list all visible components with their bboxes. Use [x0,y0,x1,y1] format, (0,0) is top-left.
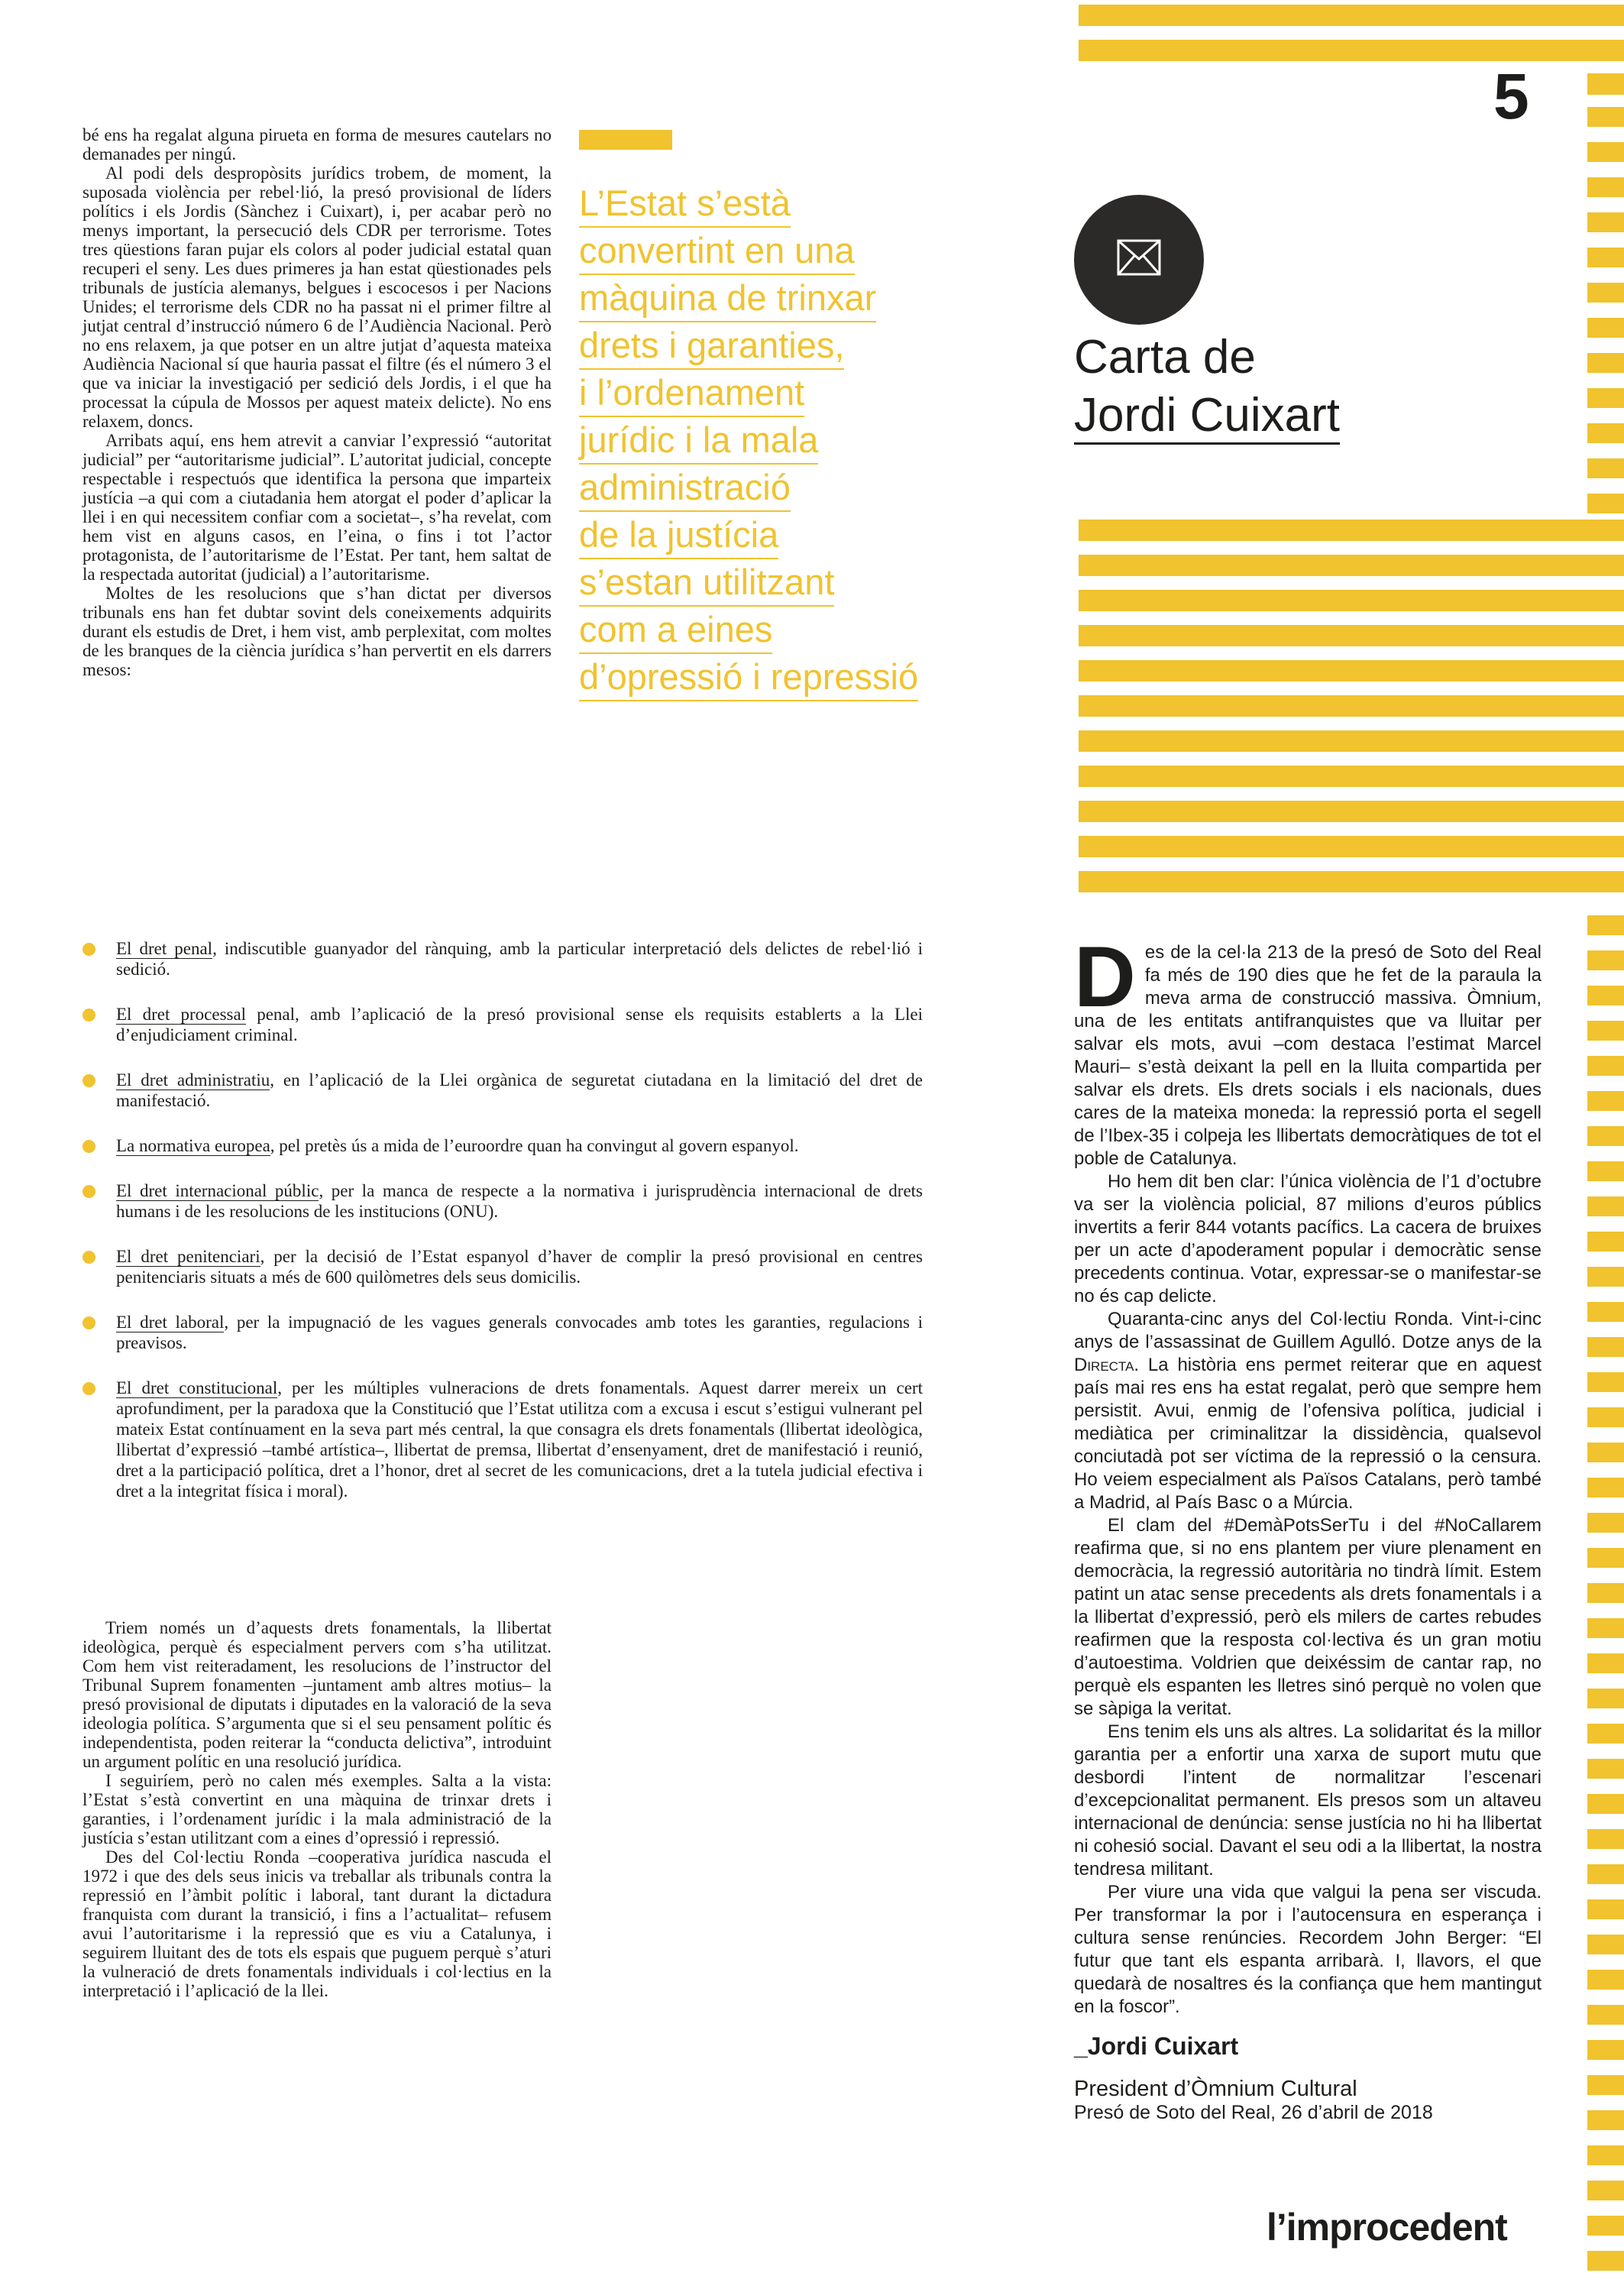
paragraph: bé ens ha regalat alguna pirueta en forma de mesures cautelars no demanades per ningú. [82,125,552,164]
list-item-text: , per la impugnació de les vagues generals convocades amb totes les garanties, regulacions i preavisos. [116,1313,923,1352]
edge-stripe [1587,212,1624,232]
signature-name: _Jordi Cuixart [1074,2032,1239,2060]
edge-stripe [1587,1689,1624,1708]
list-item-term: El dret penal [116,939,213,958]
edge-stripe [1587,1970,1624,1990]
list-item [82,1378,923,1501]
article-column-bottom-left [82,1618,552,2000]
edge-stripe [1587,318,1624,338]
pullquote-line: convertint en una [579,228,855,275]
edge-stripe [1587,986,1624,1005]
edge-stripe [1587,1724,1624,1744]
pullquote-line: i l’ordenament [579,370,804,417]
publication-name: Directa [1074,1355,1134,1375]
top-stripe [1079,5,1624,26]
paragraph: Per viure una vida que valgui la pena ser viscuda. Per transformar la por i l’autocensura en esperança i cultura sense renúncies. Recordem John Berger: “El futur que tant els espanta arribarà. I, llavors, el que quedarà de nosaltres és la confiança que hem mantingut en la foscor”. [1074,1882,1542,2017]
edge-stripe [1587,2216,1624,2236]
paragraph [1074,929,1542,1171]
edge-stripe [1587,107,1624,127]
paragraph-text: es de la cel·la 213 de la presó de Soto del Real fa més de 190 dies que he fet de la paraula la meva arma de construcció massiva. Òmnium, una de les entitats antifranquistes que va lluitar per salvar els mots, avui –com destaca l’estimat Marcel Mauri– s’està deixant la pell en la lluita compartida per salvar els drets. Els drets socials i els nacionals, dues cares de la mateixa moneda: la repressió porta el segell de l’Ibex-35 i colpeja les llibertats democràtiques de tot el poble de Catalunya. [1074,942,1542,1169]
edge-stripe [1587,283,1624,303]
top-stripe [1079,730,1624,752]
edge-stripe [1587,2005,1624,2025]
list-item-text: , pel pretès ús a mida de l’euroordre quan ha convingut al govern espanyol. [270,1136,799,1155]
pullquote-line: administració [579,465,791,512]
top-stripe [1079,555,1624,576]
paragraph: Arribats aquí, ens hem atrevit a canviar l’expressió “autoritat judicial” per “autoritarisme judicial”. L’autoritat judicial, concepte respectable i respectuós que identifica la persona que imparteix justícia –a qui com a ciutadania hem atorgat el poder d’aplicar la llei i en qui necessitem confiar com a societat–, s’ha revelat, com hem vist en alguns casos, en l’eina, o fins i tot l’actor protagonista, de l’autoritarisme de l’Estat. Per tant, hem saltat de la respectada autoritat (judicial) a l’autoritarisme. [82,431,552,584]
edge-stripe [1587,177,1624,197]
edge-stripe [1587,2181,1624,2200]
edge-stripe [1587,2110,1624,2130]
edge-stripe [1587,1443,1624,1462]
paragraph [1074,1308,1542,1514]
pullquote-bar [579,130,672,150]
bullet-dot [82,1251,95,1264]
bullet-dot [82,1185,95,1198]
top-stripe [1079,40,1624,61]
top-stripe [1079,520,1624,541]
edge-stripe [1587,1056,1624,1076]
list-item [82,1246,923,1287]
paragraph: Des del Col·lectiu Ronda –cooperativa jurídica nascuda el 1972 i que des dels seus inicis va treballar als tribunals contra la repressió en l’àmbit polític i laboral, tant durant la dictadura franquista com durant la transició, i fins a l’actualitat– refusem avui l’autoritarisme i la repressió que es viu a Catalunya, i seguirem lluitant des de tots els espais que puguem perquè s’aturi la vulneració de drets fonamentals individuals i col·lectius en la interpretació i l’aplicació de la llei. [82,1847,552,2000]
paragraph: El clam del #DemàPotsSerTu i del #NoCallarem reafirma que, si no ens plantem per viure plenament en democràcia, la regressió autoritària no tindrà límit. Estem patint un atac sense precedents als drets fonamentals i a la llibertat d’expressió, però els milers de cartes rebudes reafirmen que la resposta col·lectiva és un gran motiu d’autoestima. Voldrien que deixéssim de cantar rap, no perquè els espanten les lletres sinó perquè no volen que se sàpiga la veritat. [1074,1515,1542,1719]
paragraph: Triem només un d’aquests drets fonamentals, la llibertat ideològica, perquè és especialment pervers com s’ha utilitzat. Com hem vist reiteradament, les resolucions de l’instructor del Tribunal Suprem fonamenten –juntament amb altres motius– la presó provisional de diputats i diputades en la valoració de la seva ideologia política. S’argumenta que si el seu pensament polític és independentista, poden reiterar la “conducta delictiva”, introduint un argument polític en una resolució jurídica. [82,1618,552,1771]
paragraph: Moltes de les resolucions que s’han dictat per diversos tribunals ens han fet dubtar sovint dels coneixements adquirits durant els estudis de Dret, i hem vist, amb perplexitat, com moltes de les branques de la ciència jurídica s’han pervertit en els darrers mesos: [82,584,552,679]
list-item-term: El dret constitucional [116,1378,278,1397]
edge-stripe [1587,1653,1624,1673]
list-item-text: , per la manca de respecte a la normativa i jurisprudència internacional de drets humans i de les resolucions de les institucions (ONU). [116,1181,923,1221]
edge-stripe [1587,248,1624,267]
paragraph-text: . La història ens permet reiterar que en aquest país mai res ens ha estat regalat, però que sempre hem persistit. Avui, enmig de l’ofensiva política, judicial i mediàtica per criminalitzar la dissidència, qualsevol conciutadà pot ser víctima de la repressió o la censura. Ho veiem especialment als Països Catalans, però també a Madrid, al País Basc o a Múrcia. [1074,1355,1542,1513]
edge-stripe [1587,1759,1624,1779]
top-stripe [1079,766,1624,787]
edge-stripe [1587,1583,1624,1603]
edge-stripe [1587,1829,1624,1849]
edge-stripe [1587,2075,1624,2095]
list-item [82,1004,923,1045]
pullquote-line: jurídic i la mala [579,417,818,465]
paragraph: Ho hem dit ben clar: l’única violència de l’1 d’octubre va ser la violència policial, 87 milions d’euros públics invertits a ferir 844 votants pacífics. La cacera de bruixes per un acte d’apoderament popular i democràtic sense precedents continua. Votar, expressar-se o manifestar-se no és cap delicte. [1074,1171,1542,1307]
list-item-term: La normativa europea [116,1136,270,1155]
list-item [82,938,923,979]
list-item-term: El dret laboral [116,1313,225,1332]
top-stripe [1079,590,1624,611]
edge-stripe [1587,1548,1624,1568]
edge-stripe [1587,2251,1624,2271]
pullquote-line: drets i garanties, [579,322,844,370]
top-stripe [1079,801,1624,822]
top-stripe [1079,871,1624,892]
drop-cap: D [1074,929,1136,1025]
letter-body [1074,929,1542,2019]
letter-title [1074,329,1502,445]
edge-stripe [1587,142,1624,162]
top-stripe [1587,73,1624,95]
bullet-dot [82,1382,95,1395]
edge-stripe [1587,1513,1624,1533]
edge-stripe [1587,423,1624,443]
edge-stripe [1587,1126,1624,1146]
paragraph: Al podi dels despropòsits jurídics trobem, de moment, la suposada violència per rebel·lió, la presó provisional de líders polítics i els Jordis (Sànchez i Cuixart), i, per acabar però no menys important, la persecució dels CDR per terrorisme. Totes tres qüestions faran pujar els colors al poder judicial estatal quan recuperi el seny. Les dues primeres ja han estat qüestionades pels tribunals de justícia alemanys, belgues i escocesos i per Nacions Unides; el terrorisme dels CDR no ha passat ni el primer filtre al jutjat central d’instrucció número 6 de l’Audiència Nacional. Però no ens relaxem, ja que potser en un altre jutjat d’aquesta mateixa Audiència Nacional sí que hauria passat el filtre (és el número 3 el que va iniciar la investigació per sedició dels Jordis, i el que ha processat la cúpula de Mossos per aquest mateix delicte). No ens relaxem, doncs. [82,164,552,431]
list-item-term: El dret processal [116,1005,247,1024]
bullet-dot [82,1074,95,1087]
letter-title-name: Jordi Cuixart [1074,389,1340,445]
pullquote-line: s’estan utilitzant [579,559,834,607]
page-number: 5 [1493,60,1529,132]
bullet-dot [82,1316,95,1329]
paragraph: I seguiríem, però no calen més exemples. Salta a la vista: l’Estat s’està convertint en una màquina de trinxar drets i garanties, i l’ordenament jurídic i la mala administració de la justícia s’estan utilitzant com a eines d’opressió i repressió. [82,1771,552,1847]
list-item-term: El dret internacional públic [116,1181,319,1200]
pullquote-line: màquina de trinxar [579,275,876,322]
publication-logo: l’improcedent [1267,2206,1507,2249]
list-item [82,1135,923,1156]
edge-stripe [1587,2145,1624,2165]
list-item-text: , indiscutible guanyador del rànquing, amb la particular interpretació dels delictes de rebel·lió i sedició. [116,939,923,979]
edge-stripe [1587,1161,1624,1181]
edge-stripe [1587,353,1624,373]
list-item [82,1312,923,1353]
list-item [82,1180,923,1222]
edge-stripe [1587,1232,1624,1251]
list-item-text: , per les múltiples vulneracions de drets fonamentals. Aquest darrer mereix un cert aprofundiment, per la paradoxa que la Constitució que l’Estat utilitza com a excusa i escut s’estigui vulnerant pel mateix Estat contínuament en la seva part més central, la que consagra els drets fonamentals (llibertat ideològica, llibertat d’expressió –també artística–, llibertat de premsa, llibertat d’ensenyament, dret de manifestació i reunió, dret a la participació política, dret a l’honor, dret al secret de les comunicacions, dret a la tutela judicial efectiva i dret a la integritat física i moral). [116,1378,923,1501]
signature-place-date: Presó de Soto del Real, 26 d’abril de 2018 [1074,2102,1433,2123]
pullquote-line: de la justícia [579,512,778,559]
paragraph: Ens tenim els uns als altres. La solidaritat és la millor garantia per a enfortir una xarxa de suport mutu que desbordi l’intent de normalitzar l’escenari d’excepcionalitat permanent. Els presos som un altaveu internacional de denúncia: sense justícia no hi ha llibertat ni cohesió social. Davant el seu odi a la llibertat, la nostra tendresa militant. [1074,1721,1542,1880]
edge-stripe [1587,950,1624,970]
article-column-left [82,125,552,679]
edge-stripe [1587,1021,1624,1041]
edge-stripe [1587,1478,1624,1498]
edge-stripe [1587,1302,1624,1322]
edge-stripe [1587,1864,1624,1884]
list-item-text: penal, amb l’aplicació de la presó provisional sense els requisits establerts a la Llei d’enjudiciament criminal. [116,1005,923,1044]
bullet-dot [82,943,95,956]
bullet-dot [82,1009,95,1022]
edge-stripe [1587,1091,1624,1111]
paragraph-text: Quaranta-cinc anys del Col·lectiu Ronda. Vint-i-cinc anys de l’assassinat de Guillem Agulló. Dotze anys de la [1074,1309,1542,1352]
law-branches-list [82,938,923,1526]
edge-stripe [1587,1407,1624,1427]
edge-stripe [1587,1196,1624,1216]
list-item-term: El dret penitenciari [116,1247,260,1266]
bullet-dot [82,1140,95,1153]
pullquote-line: L’Estat s’està [579,180,791,228]
edge-stripe [1587,1337,1624,1357]
edge-stripe [1587,915,1624,935]
pullquote-line: d’opressió i repressió [579,654,918,701]
edge-stripe [1587,1899,1624,1919]
edge-stripe [1587,2040,1624,2060]
top-stripe [1079,625,1624,646]
top-stripe [1079,660,1624,682]
edge-stripe [1587,494,1624,513]
edge-stripe [1587,1935,1624,1954]
edge-stripe [1587,1618,1624,1638]
signature-role: President d’Òmnium Cultural [1074,2077,1357,2101]
pullquote-line: com a eines [579,607,772,654]
edge-stripe [1587,1267,1624,1287]
edge-stripe [1587,458,1624,478]
edge-stripe [1587,1372,1624,1392]
list-item-text: , en l’aplicació de la Llei orgànica de seguretat ciutadana en la limitació del dret de manifestació. [116,1070,923,1110]
edge-stripe [1587,388,1624,408]
letter-title-prefix: Carta de [1074,331,1256,384]
envelope-icon [1074,195,1204,325]
top-stripe [1079,836,1624,857]
top-stripe [1079,695,1624,717]
edge-stripe [1587,1794,1624,1814]
list-item-text: , per la decisió de l’Estat espanyol d’haver de complir la presó provisional en centres penitenciaris situats a més de 600 quilòmetres dels seus domicilis. [116,1247,923,1287]
pullquote [579,180,976,701]
list-item [82,1070,923,1111]
list-item-term: El dret administratiu [116,1070,270,1090]
